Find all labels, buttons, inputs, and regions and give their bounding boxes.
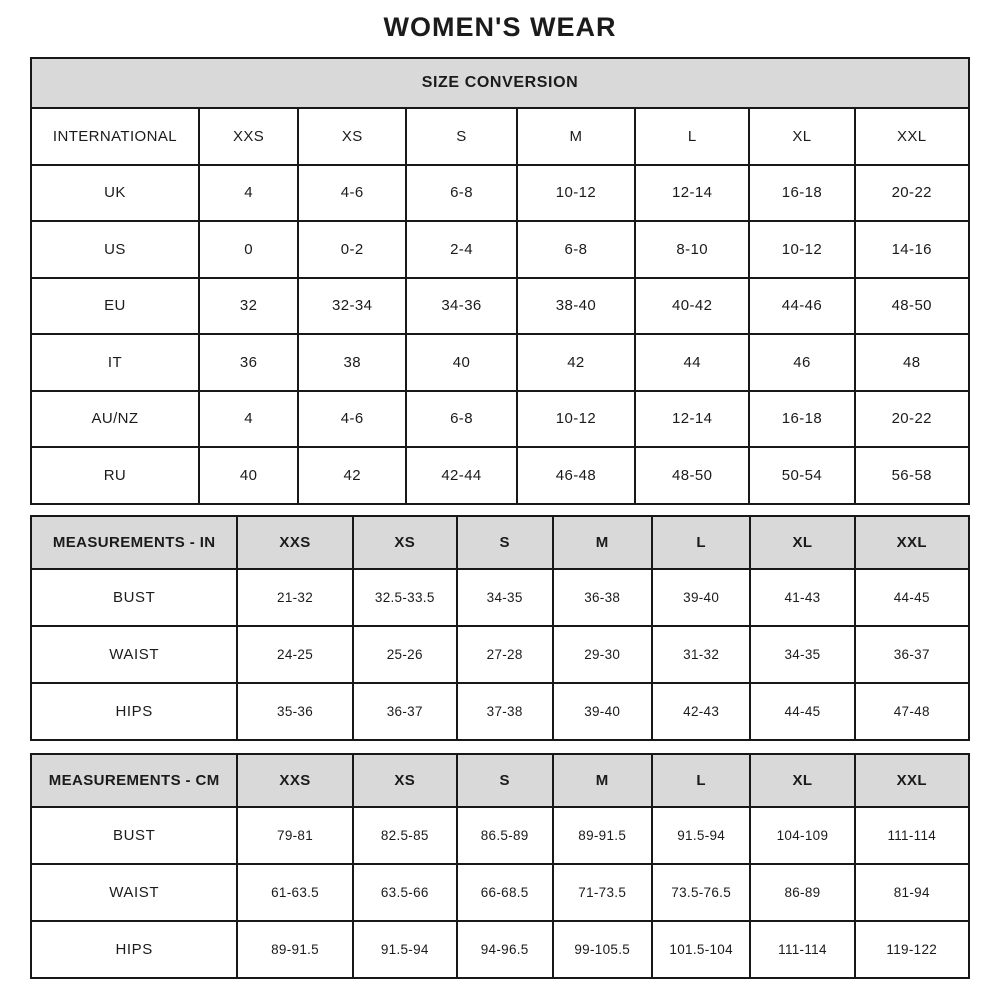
row-label: AU/NZ: [31, 391, 199, 448]
cell: 89-91.5: [237, 921, 352, 978]
measurements-in-table: [30, 515, 970, 741]
cell: 10-12: [517, 165, 635, 222]
cell: 111-114: [750, 921, 854, 978]
column-header: XXS: [237, 754, 352, 807]
column-header: XXL: [855, 516, 969, 569]
cell: 39-40: [652, 569, 750, 626]
column-header: INTERNATIONAL: [31, 108, 199, 165]
cell: 2-4: [406, 221, 517, 278]
cell: 4: [199, 165, 298, 222]
cell: 8-10: [635, 221, 749, 278]
table-row: [31, 278, 969, 335]
size-conversion-table: [30, 57, 970, 505]
cell: 91.5-94: [353, 921, 457, 978]
size-conversion-title: SIZE CONVERSION: [31, 58, 969, 108]
cell: 12-14: [635, 391, 749, 448]
cell: 44: [635, 334, 749, 391]
cell: 40: [199, 447, 298, 504]
cell: 71-73.5: [553, 864, 652, 921]
row-label: IT: [31, 334, 199, 391]
row-label: HIPS: [31, 683, 237, 740]
cell: 32-34: [298, 278, 406, 335]
row-label: EU: [31, 278, 199, 335]
row-label: WAIST: [31, 626, 237, 683]
cell: 48-50: [855, 278, 970, 335]
column-header: XL: [750, 516, 854, 569]
cell: 47-48: [855, 683, 969, 740]
table-row: [31, 864, 969, 921]
table-row: [31, 447, 969, 504]
cell: 29-30: [553, 626, 652, 683]
table-row: [31, 683, 969, 740]
cell: 38: [298, 334, 406, 391]
cell: 0-2: [298, 221, 406, 278]
row-label: BUST: [31, 569, 237, 626]
cell: 38-40: [517, 278, 635, 335]
table-banner-row: [31, 58, 969, 108]
cell: 31-32: [652, 626, 750, 683]
cell: 6-8: [406, 391, 517, 448]
table-row: [31, 334, 969, 391]
cell: 46-48: [517, 447, 635, 504]
cell: 6-8: [517, 221, 635, 278]
cell: 32.5-33.5: [353, 569, 457, 626]
cell: 27-28: [457, 626, 553, 683]
table-row: [31, 626, 969, 683]
column-header: XXS: [237, 516, 352, 569]
table-header-row: [31, 516, 969, 569]
cell: 24-25: [237, 626, 352, 683]
row-label: UK: [31, 165, 199, 222]
cell: 42: [517, 334, 635, 391]
cell: 25-26: [353, 626, 457, 683]
cell: 4-6: [298, 391, 406, 448]
cell: 48: [855, 334, 970, 391]
cell: 42-43: [652, 683, 750, 740]
cell: 56-58: [855, 447, 970, 504]
cell: 20-22: [855, 165, 970, 222]
cell: 39-40: [553, 683, 652, 740]
cell: 99-105.5: [553, 921, 652, 978]
cell: 12-14: [635, 165, 749, 222]
cell: 44-45: [750, 683, 854, 740]
column-header: M: [517, 108, 635, 165]
column-header: XXL: [855, 754, 969, 807]
row-label: WAIST: [31, 864, 237, 921]
page-title: WOMEN'S WEAR: [383, 12, 617, 42]
cell: 35-36: [237, 683, 352, 740]
column-header: XL: [749, 108, 854, 165]
cell: 16-18: [749, 391, 854, 448]
cell: 89-91.5: [553, 807, 652, 864]
cell: 81-94: [855, 864, 969, 921]
cell: 101.5-104: [652, 921, 750, 978]
cell: 36-37: [855, 626, 969, 683]
column-header: XL: [750, 754, 854, 807]
column-header: XXS: [199, 108, 298, 165]
row-label: US: [31, 221, 199, 278]
cell: 94-96.5: [457, 921, 553, 978]
cell: 4: [199, 391, 298, 448]
cell: 10-12: [517, 391, 635, 448]
column-header: XS: [353, 754, 457, 807]
cell: 44-46: [749, 278, 854, 335]
cell: 104-109: [750, 807, 854, 864]
cell: 46: [749, 334, 854, 391]
cell: 66-68.5: [457, 864, 553, 921]
cell: 0: [199, 221, 298, 278]
cell: 86-89: [750, 864, 854, 921]
cell: 50-54: [749, 447, 854, 504]
cell: 61-63.5: [237, 864, 352, 921]
column-header: M: [553, 516, 652, 569]
cell: 36-38: [553, 569, 652, 626]
cell: 73.5-76.5: [652, 864, 750, 921]
cell: 36-37: [353, 683, 457, 740]
cell: 119-122: [855, 921, 969, 978]
cell: 48-50: [635, 447, 749, 504]
row-label: BUST: [31, 807, 237, 864]
cell: 16-18: [749, 165, 854, 222]
measurements-cm-title: MEASUREMENTS - CM: [31, 754, 237, 807]
cell: 40-42: [635, 278, 749, 335]
column-header: L: [652, 516, 750, 569]
cell: 37-38: [457, 683, 553, 740]
table-row: [31, 221, 969, 278]
table-header-row: [31, 754, 969, 807]
cell: 4-6: [298, 165, 406, 222]
table-row: [31, 165, 969, 222]
cell: 21-32: [237, 569, 352, 626]
cell: 111-114: [855, 807, 969, 864]
cell: 82.5-85: [353, 807, 457, 864]
cell: 42: [298, 447, 406, 504]
column-header: XS: [298, 108, 406, 165]
cell: 10-12: [749, 221, 854, 278]
column-header: S: [457, 516, 553, 569]
cell: 34-36: [406, 278, 517, 335]
table-row: [31, 921, 969, 978]
column-header: L: [652, 754, 750, 807]
cell: 34-35: [457, 569, 553, 626]
cell: 34-35: [750, 626, 854, 683]
row-label: HIPS: [31, 921, 237, 978]
cell: 41-43: [750, 569, 854, 626]
column-header: L: [635, 108, 749, 165]
cell: 6-8: [406, 165, 517, 222]
column-header: XS: [353, 516, 457, 569]
cell: 42-44: [406, 447, 517, 504]
cell: 40: [406, 334, 517, 391]
measurements-in-title: MEASUREMENTS - IN: [31, 516, 237, 569]
table-row: [31, 569, 969, 626]
cell: 20-22: [855, 391, 970, 448]
table-header-row: [31, 108, 969, 165]
row-label: RU: [31, 447, 199, 504]
cell: 32: [199, 278, 298, 335]
column-header: M: [553, 754, 652, 807]
cell: 44-45: [855, 569, 969, 626]
column-header: S: [406, 108, 517, 165]
cell: 14-16: [855, 221, 970, 278]
cell: 91.5-94: [652, 807, 750, 864]
cell: 36: [199, 334, 298, 391]
cell: 79-81: [237, 807, 352, 864]
cell: 86.5-89: [457, 807, 553, 864]
table-row: [31, 391, 969, 448]
column-header: S: [457, 754, 553, 807]
column-header: XXL: [855, 108, 970, 165]
table-row: [31, 807, 969, 864]
cell: 63.5-66: [353, 864, 457, 921]
measurements-cm-table: [30, 753, 970, 979]
